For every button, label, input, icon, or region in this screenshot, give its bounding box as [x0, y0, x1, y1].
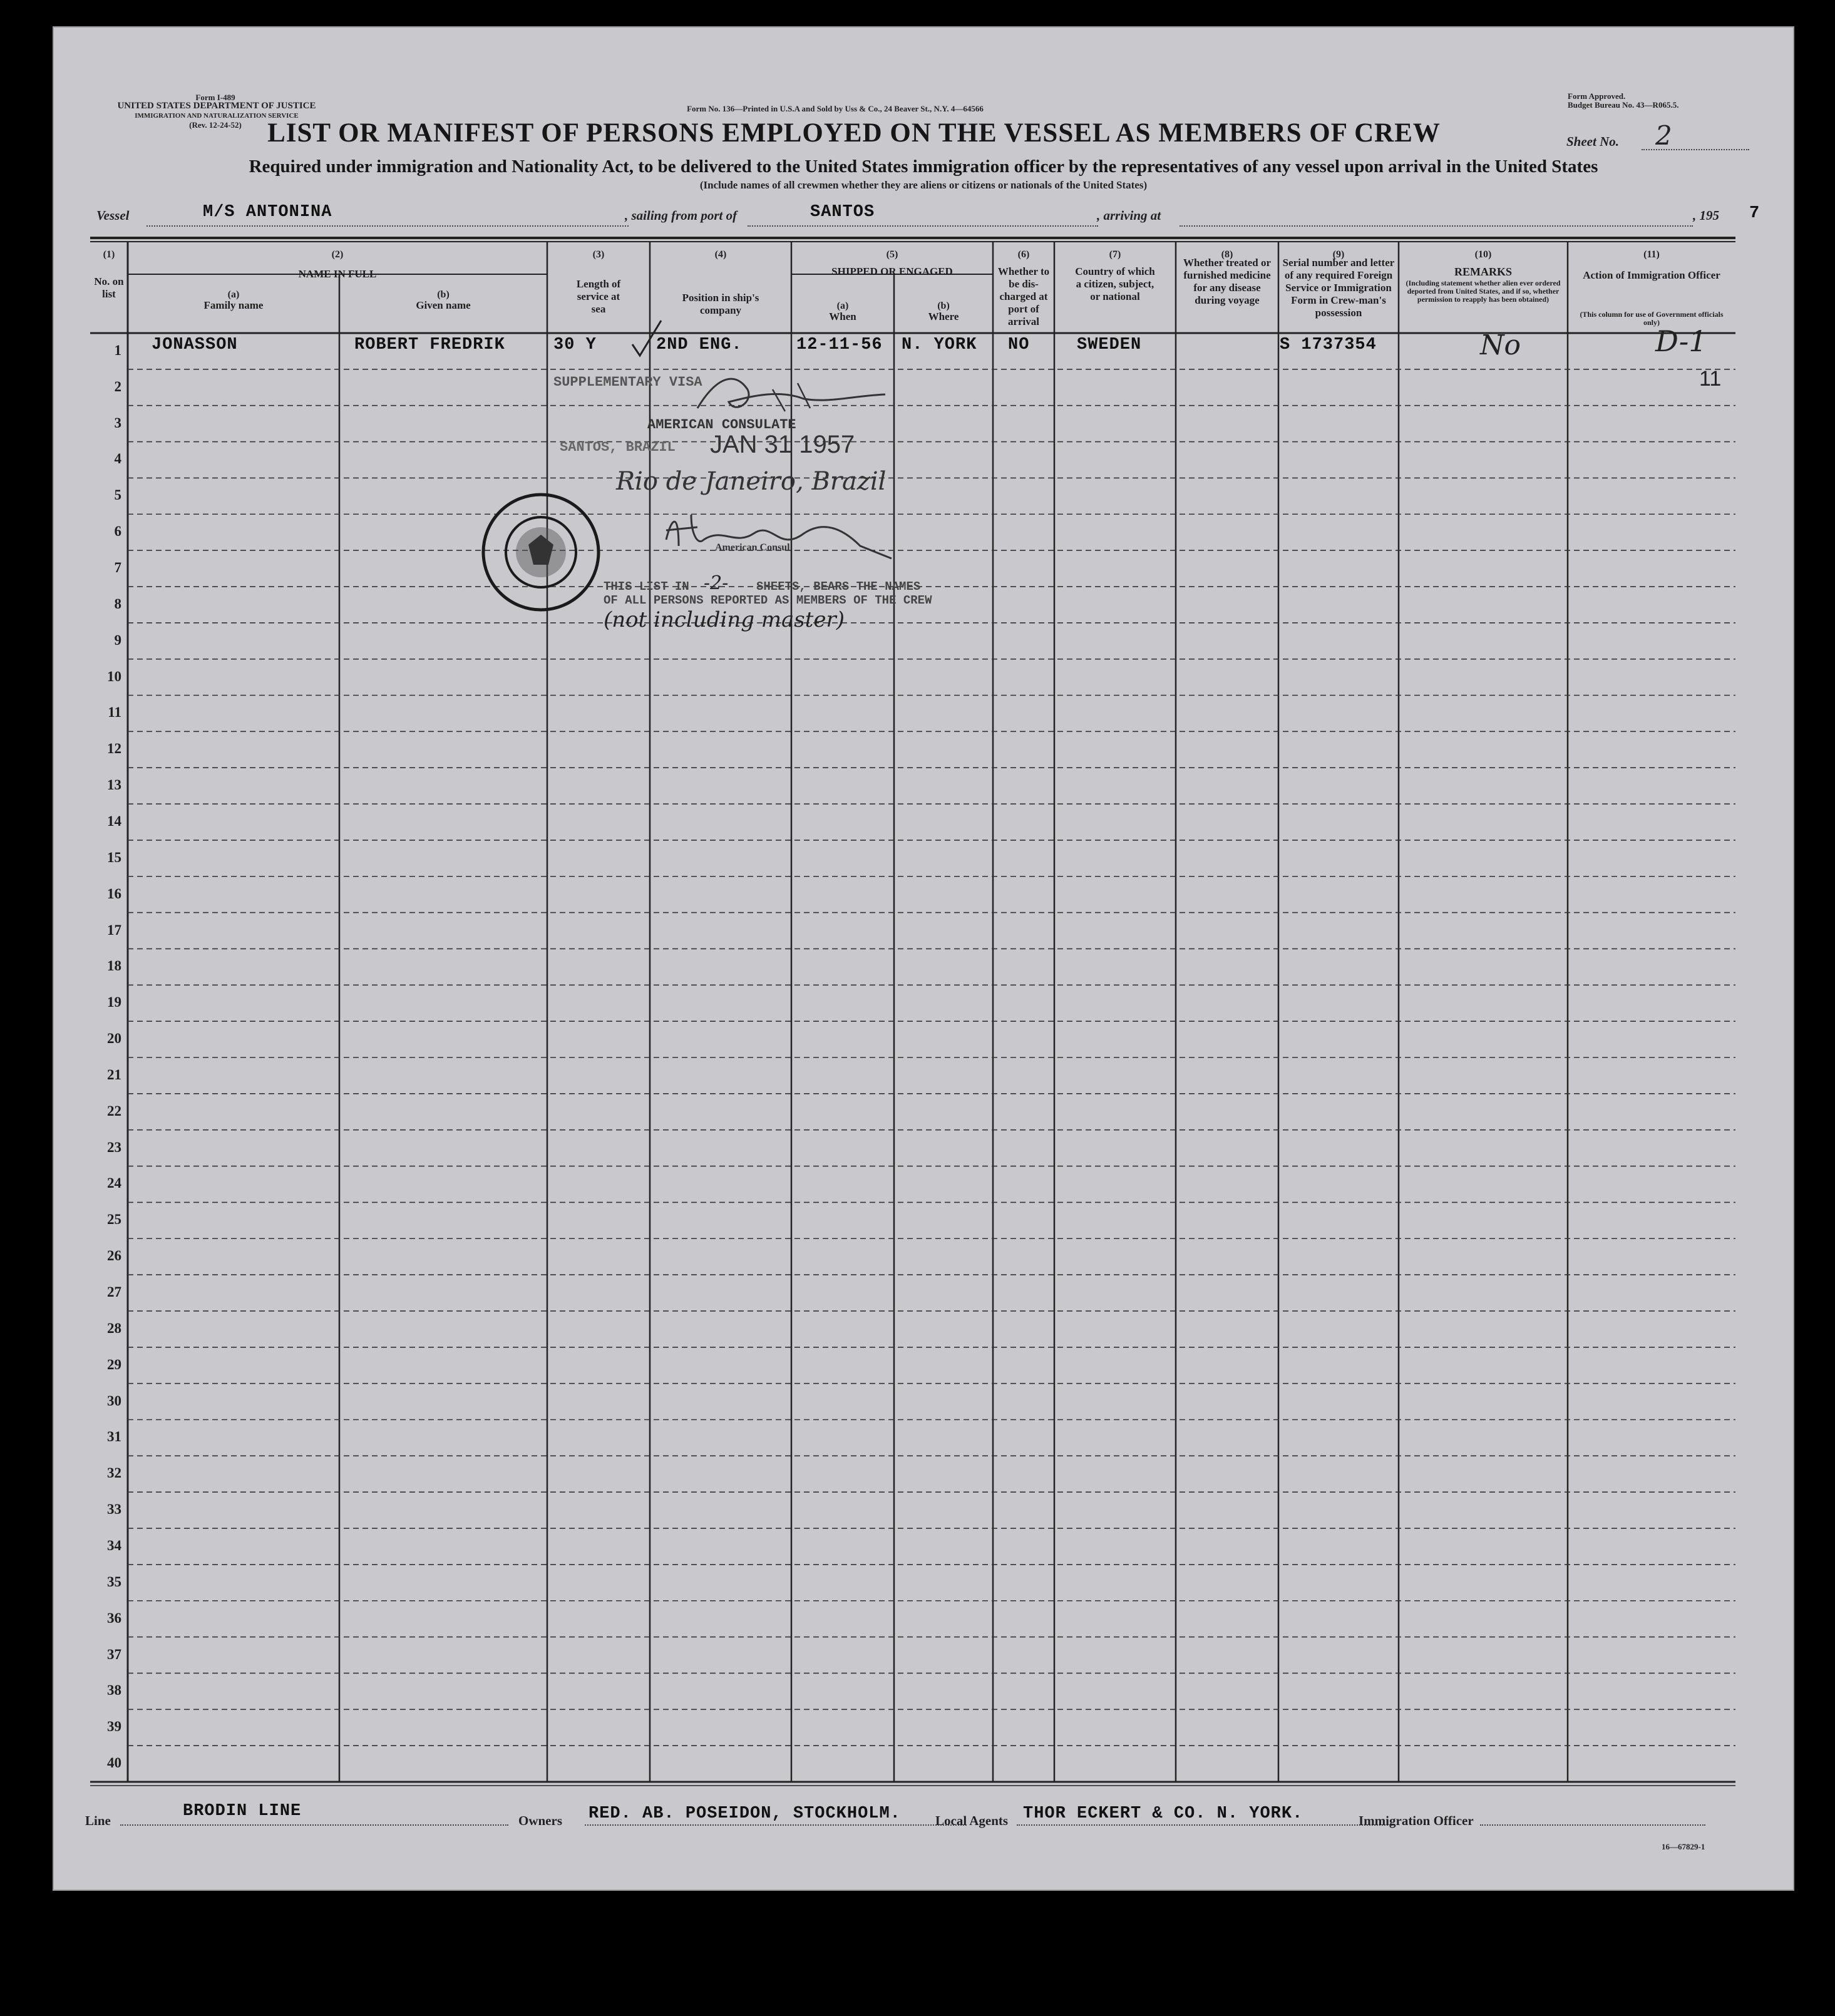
row-number: 24 — [107, 1175, 121, 1191]
entry-serial: S 1737354 — [1280, 336, 1377, 354]
row-number: 37 — [107, 1646, 121, 1662]
entry-remark: No — [1480, 329, 1521, 361]
form-subtitle: Required under immigration and Nationality Act, to be delivered to the United States immigration officer by the representatives of any vessel upon arrival in the United States — [249, 157, 1598, 177]
row-number: 7 — [114, 560, 121, 576]
form-note: (Include names of all crewmen whether they are aliens or citizens or nationals of the United States) — [699, 179, 1148, 191]
signature-mark — [679, 364, 904, 427]
row-number: 6 — [114, 523, 121, 540]
line-value: BRODIN LINE — [183, 1802, 302, 1821]
entry-action: D-1 — [1655, 324, 1707, 358]
row-number: 16 — [107, 885, 121, 902]
printer-line: Form No. 136—Printed in U.S.A and Sold by Uss & Co., 24 Beaver St., N.Y. 4—64566 — [687, 104, 984, 113]
col11-note: (This column for use of Government officials only) — [1580, 310, 1724, 327]
col10-heading: REMARKS — [1454, 265, 1512, 278]
col5b-heading: Where — [928, 311, 959, 322]
agents-value: THOR ECKERT & CO. N. YORK. — [1023, 1804, 1303, 1823]
row-number: 39 — [107, 1719, 121, 1735]
row-number: 38 — [107, 1682, 121, 1699]
stamp-place-handwritten: Rio de Janeiro, Brazil — [616, 467, 887, 496]
col5a-heading: When — [829, 311, 856, 322]
row-number: 28 — [107, 1320, 121, 1336]
row-number: 14 — [107, 813, 121, 829]
entry-count: 11 — [1699, 367, 1722, 391]
col9-number: (9) — [1332, 249, 1345, 260]
col11-number: (11) — [1643, 249, 1660, 260]
form-id: Form I-489 — [195, 93, 235, 102]
col5-number: (5) — [886, 249, 898, 260]
row-number: 5 — [114, 487, 121, 503]
agents-label: Local Agents — [935, 1813, 1009, 1828]
col7-number: (7) — [1109, 249, 1121, 260]
consul-signature — [654, 508, 917, 565]
owners-value: RED. AB. POSEIDON, STOCKHOLM. — [589, 1804, 901, 1823]
row-number: 18 — [107, 958, 121, 974]
row-number: 32 — [107, 1465, 121, 1481]
certification-prefix: THIS LIST IN — [604, 580, 689, 594]
row-number: 13 — [107, 777, 121, 793]
agents-dots — [1017, 1824, 1392, 1826]
col4-number: (4) — [714, 249, 727, 260]
arriving-label: , arriving at — [1097, 208, 1161, 223]
col2-heading: NAME IN FULL — [298, 268, 377, 280]
col6-heading: Whether to be dis-charged at port of arrival — [997, 265, 1050, 327]
col5a-number: (a) — [836, 301, 849, 311]
sheet-number: 2 — [1655, 120, 1672, 151]
stamp-visa: SUPPLEMENTARY VISA — [553, 374, 702, 390]
row-number: 40 — [107, 1755, 121, 1771]
row-number: 25 — [107, 1211, 121, 1228]
row-number: 8 — [114, 595, 121, 612]
col1-number: (1) — [103, 249, 115, 260]
certification-suffix: SHEETS, BEARS THE NAMES — [756, 580, 921, 594]
row-number: 31 — [107, 1429, 121, 1445]
col8-number: (8) — [1221, 249, 1233, 260]
entry-country: SWEDEN — [1077, 336, 1142, 354]
port-name: SANTOS — [810, 203, 875, 222]
vessel-name: M/S ANTONINA — [203, 203, 332, 222]
row-number: 27 — [107, 1284, 121, 1300]
col11-heading: Action of Immigration Officer — [1583, 269, 1720, 281]
row-number: 20 — [107, 1031, 121, 1047]
row-number: 21 — [107, 1066, 121, 1083]
entry-service-length: 30 Y — [553, 336, 597, 354]
consulate-seal-icon — [478, 490, 604, 615]
col2-number: (2) — [331, 249, 344, 260]
col4-heading: Position in ship's company — [682, 292, 759, 316]
form-code: 16—67829-1 — [1662, 1842, 1705, 1851]
row-number: 23 — [107, 1139, 121, 1155]
col8-heading: Whether treated or furnished medicine for any disease during voyage — [1183, 257, 1272, 306]
form-title: LIST OR MANIFEST OF PERSONS EMPLOYED ON THE VESSEL AS MEMBERS OF CREW — [267, 118, 1441, 148]
row-number: 12 — [107, 741, 121, 757]
entry-family-name: JONASSON — [152, 336, 238, 354]
col3-heading: Length of service at sea — [576, 278, 621, 315]
entry-discharge: NO — [1008, 336, 1030, 354]
col2a-heading: Family name — [203, 299, 264, 311]
row-number: 36 — [107, 1610, 121, 1626]
col5b-number: (b) — [937, 301, 950, 311]
line-label: Line — [85, 1813, 111, 1828]
certification-line2: OF ALL PERSONS REPORTED AS MEMBERS OF THE CREW — [604, 594, 932, 607]
service-name: IMMIGRATION AND NATURALIZATION SERVICE — [135, 112, 299, 120]
entry-shipped-where: N. YORK — [902, 336, 977, 354]
col1-heading: No. on list — [94, 275, 124, 300]
certification-handwritten: (not including master) — [604, 607, 845, 632]
col2b-number: (b) — [437, 289, 450, 300]
stamp-consulate: AMERICAN CONSULATE — [647, 417, 796, 433]
col2b-heading: Given name — [416, 299, 471, 311]
row-number: 17 — [107, 922, 121, 938]
certification-sheet-count: -2- — [704, 572, 729, 594]
row-number: 33 — [107, 1501, 121, 1518]
owners-label: Owners — [518, 1813, 562, 1828]
sailing-label: , sailing from port of — [625, 208, 738, 223]
col7-heading: Country of which a citizen, subject, or national — [1075, 265, 1155, 302]
stamp-date: JAN 31 1957 — [710, 431, 855, 458]
manifest-sheet — [53, 26, 1794, 1891]
row-number: 19 — [107, 994, 121, 1011]
consul-label: American Consul — [715, 542, 790, 553]
row-number: 2 — [114, 378, 121, 394]
row-number: 11 — [108, 704, 121, 721]
col2a-number: (a) — [227, 289, 240, 300]
row-number: 29 — [107, 1356, 121, 1372]
officer-dots — [1480, 1824, 1705, 1826]
officer-label: Immigration Officer — [1359, 1813, 1474, 1828]
entry-given-name: ROBERT FREDRIK — [354, 336, 505, 354]
row-number: 4 — [114, 451, 121, 467]
row-number: 3 — [114, 414, 121, 431]
row-number: 15 — [107, 849, 121, 865]
entry-shipped-when: 12-11-56 — [796, 336, 883, 354]
row-number: 26 — [107, 1248, 121, 1264]
row-number: 34 — [107, 1537, 121, 1553]
row-number: 35 — [107, 1573, 121, 1590]
col10-number: (10) — [1474, 249, 1492, 260]
year-prefix: , 195 — [1693, 208, 1719, 223]
line-dots — [120, 1824, 508, 1826]
col6-number: (6) — [1017, 249, 1030, 260]
row-number: 9 — [114, 632, 121, 648]
row-number: 30 — [107, 1392, 121, 1409]
row-number: 1 — [114, 342, 121, 358]
col9-heading: Serial number and letter of any required Foreign Service or Immigration Form in Crew-man's possession — [1282, 257, 1395, 319]
vessel-label: Vessel — [96, 208, 130, 223]
col3-number: (3) — [592, 249, 605, 260]
owners-dots — [585, 1824, 967, 1826]
row-number: 10 — [107, 668, 121, 684]
approval-note: Form Approved. — [1568, 91, 1626, 101]
col5-heading: SHIPPED OR ENGAGED — [831, 265, 953, 277]
agency-name: UNITED STATES DEPARTMENT OF JUSTICE — [117, 101, 316, 111]
entry-position: 2ND ENG. — [656, 336, 743, 354]
form-revision: (Rev. 12-24-52) — [189, 120, 242, 130]
col10-note: (Including statement whether alien ever ordered deported from United States, and if so, whether permission to reapply has been obtained) — [1406, 279, 1561, 304]
row-number: 22 — [107, 1103, 121, 1119]
sheet-label: Sheet No. — [1566, 134, 1619, 149]
budget-number: Budget Bureau No. 43—R065.5. — [1568, 100, 1679, 110]
year-digit: 7 — [1749, 204, 1760, 223]
stamp-place: SANTOS, BRAZIL — [560, 440, 676, 455]
